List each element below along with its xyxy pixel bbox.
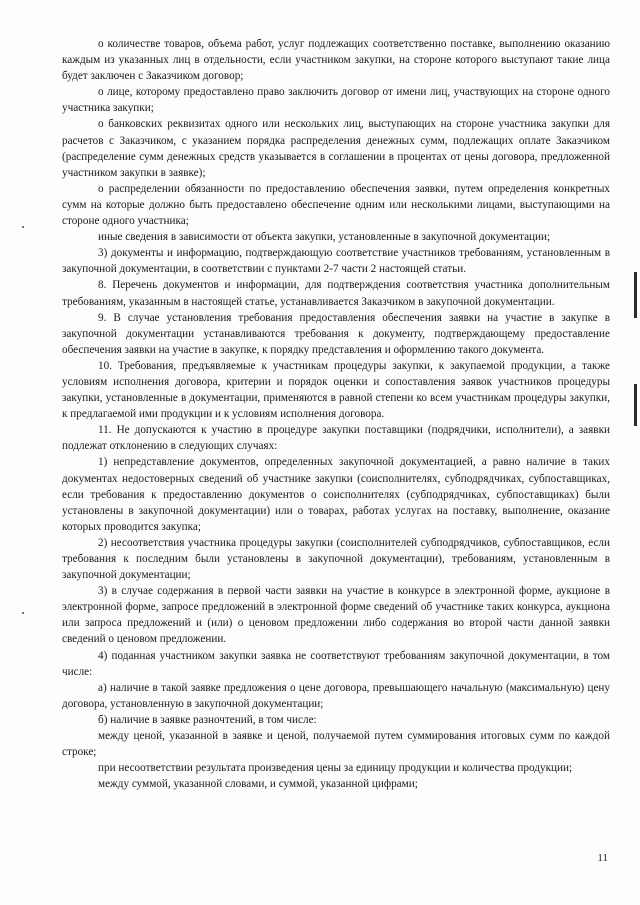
- paragraph: 3) в случае содержания в первой части заявки на участие в конкурсе в электронной форме, аукционе в электронной форме, запросе предложений в электронной форме сведений об участнике таких конкурса, аукциона или запроса предложений и (или) о ценовом предложении либо содержания во второй части данной заявки сведений о ценовом предложении.: [62, 585, 610, 646]
- paragraph: 2) несоответствия участника процедуры закупки (соисполнителей субподрядчиков, субпоставщиков, если требования к последним были установлены в закупочной документации), требованиям, установленным в закупочной документации;: [62, 536, 610, 582]
- paragraph: б) наличие в заявке разночтений, в том числе:: [98, 713, 317, 726]
- paragraph: при несоответствии результата произведения цены за единицу продукции и количества продукции;: [98, 762, 573, 775]
- paragraph: между суммой, указанной словами, и суммой, указанной цифрами;: [98, 778, 418, 791]
- paragraph: о банковских реквизитах одного или нескольких лиц, выступающих на стороне участника закупки для расчетов с Заказчиком, с указанием порядка распределения денежных сумм, подлежащих оплате Заказчиком (распределение сумм денежных средств указывается в соглашении в процентах от цены договора, предложенной участником закупки в заявке);: [62, 118, 610, 179]
- paragraph: иные сведения в зависимости от объекта закупки, установленные в закупочной документации;: [98, 231, 551, 244]
- paragraph: 4) поданная участником закупки заявка не соответствуют требованиям закупочной документации, в том числе:: [62, 649, 610, 678]
- paragraph: о распределении обязанности по предоставлению обеспечения заявки, путем определения конкретных сумм на которые должно быть предоставлено обеспечение одним или несколькими лицами, выступающими на стороне одного участника;: [62, 182, 610, 228]
- scan-edge-mark: [634, 384, 637, 426]
- paragraph: 10. Требования, предъявляемые к участникам процедуры закупки, к закупаемой продукции, а также условиям исполнения договора, критерии и порядок оценки и сопоставления заявок участников процедуры закупки, установленные в документации, применяются в равной степени ко всем участникам процедуры закупки, к предлагаемой ими продукции и к условиям исполнения договора.: [62, 359, 610, 421]
- paragraph: 9. В случае установления требования предоставления обеспечения заявки на участие в закупке в закупочной документации устанавливаются требования к документу, подтверждающему предоставление обеспечения заявки на участие в закупке, к порядку представления и оформлению такого документа.: [62, 311, 610, 356]
- paragraph: о количестве товаров, объема работ, услуг подлежащих соответственно поставке, выполнению оказанию каждым из указанных лиц в отдельности, если участником закупки, на стороне которого выступают такие лица будет заключен с Заказчиком договор;: [62, 38, 610, 83]
- scan-speck: [22, 612, 24, 614]
- document-body: [62, 36, 610, 792]
- scan-edge-mark: [634, 272, 637, 318]
- paragraph: 8. Перечень документов и информации, для подтверждения соответствия участника дополнительным требованиям, указанным в настоящей статье, устанавливается Заказчиком в закупочной документации.: [62, 279, 610, 308]
- paragraph: 11. Не допускаются к участию в процедуре закупки поставщики (подрядчики, исполнители), а заявки подлежат отклонению в следующих случаях:: [62, 424, 610, 453]
- paragraph: а) наличие в такой заявке предложения о цене договора, превышающего начальную (максимальную) цену договора, установленную в закупочной документации;: [62, 681, 610, 710]
- page-number: 11: [597, 852, 608, 864]
- paragraph: 3) документы и информацию, подтверждающую соответствие участников требованиям, установленным в закупочной документации, в соответствии с пунктами 2-7 части 2 настоящей статьи.: [62, 247, 610, 276]
- paragraph: между ценой, указанной в заявке и ценой, получаемой путем суммирования итоговых сумм по каждой строке;: [62, 730, 610, 759]
- paragraph: 1) непредставление документов, определенных закупочной документацией, а равно наличие в таких документах недостоверных сведений об участнике закупки (соисполнителях, субподрядчиках, субпоставщиках, если требования к предоставлению документов о соисполнителях (субподрядчиках, субпоставщиках) были установлены в закупочной документации) или о товарах, работах услугах на поставку, выполнение, оказание которых проводится закупка;: [62, 456, 610, 533]
- scan-speck: [22, 226, 24, 228]
- paragraph: о лице, которому предоставлено право заключить договор от имени лиц, участвующих на стороне одного участника закупки;: [62, 86, 610, 115]
